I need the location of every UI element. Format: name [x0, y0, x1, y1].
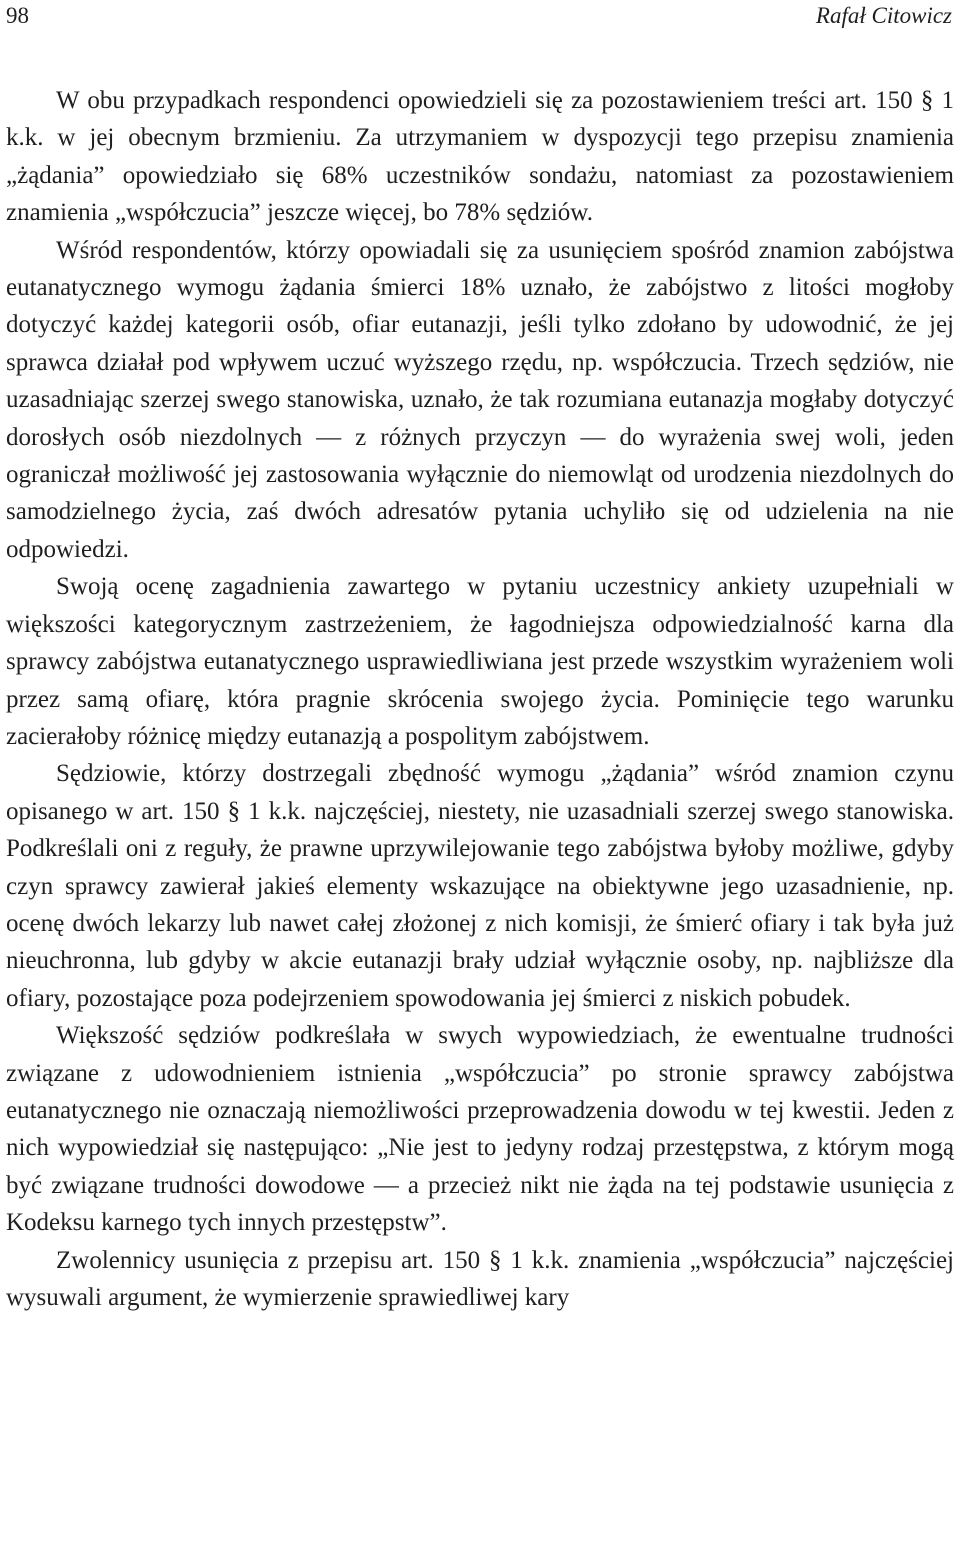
page-number: 98 [6, 3, 29, 28]
running-head-author: Rafał Citowicz [815, 3, 952, 28]
paragraph-6: Zwolennicy usunięcia z przepisu art. 150 § 1 k.k. znamienia „współczucia” najczęściej wysuwali argument, że wymierzenie sprawiedliwej kary [6, 1246, 954, 1311]
paragraph-3: Swoją ocenę zagadnienia zawartego w pytaniu uczestnicy ankiety uzupełniali w większości kategorycznym zastrzeżeniem, że łagodniejsza odpowiedzialność karna dla sprawcy zabójstwa eutanatycznego usprawiedliwiana jest przede wszystkim wyrażeniem woli przez samą ofiarę, która pragnie skrócenia swojego życia. Pominięcie tego warunku zacierałoby różnicę między eutanazją a pospolitym zabójstwem. [6, 573, 954, 750]
page-header [6, 2, 952, 30]
paragraph-1: W obu przypadkach respondenci opowiedzieli się za pozostawieniem treści art. 150 § 1 k.k. w jej obecnym brzmieniu. Za utrzymaniem w dyspozycji tego przepisu znamienia „żądania” opowiedziało się 68% uczestników sondażu, natomiast za pozostawieniem znamienia „współczucia” jeszcze więcej, bo 78% sędziów. [6, 87, 954, 227]
body-text [6, 82, 954, 1316]
paragraph-4: Sędziowie, którzy dostrzegali zbędność wymogu „żądania” wśród znamion czynu opisanego w art. 150 § 1 k.k. najczęściej, niestety, nie uzasadniali szerzej swego stanowiska. Podkreślali oni z reguły, że prawne uprzywilejowanie tego zabójstwa byłoby możliwe, gdyby czyn sprawcy zawierał jakieś elementy wskazujące na obiektywne jego uzasadnienie, np. ocenę dwóch lekarzy lub nawet całej złożonej z nich komisji, że śmierć ofiary i tak była już nieuchronna, lub gdyby w akcie eutanazji brały udział wyłącznie osoby, np. najbliższe dla ofiary, pozostające poza podejrzeniem spowodowania jej śmierci z niskich pobudek. [6, 760, 954, 1012]
paragraph-2: Wśród respondentów, którzy opowiadali się za usunięciem spośród znamion zabójstwa eutanatycznego wymogu żądania śmierci 18% uznało, że zabójstwo z litości mogłoby dotyczyć każdej kategorii osób, ofiar eutanazji, jeśli tylko zdołano by udowodnić, że jej sprawca działał pod wpływem uczuć wyższego rzędu, np. współczucia. Trzech sędziów, nie uzasadniając szerzej swego stanowiska, uznało, że tak rozumiana eutanazja mogłaby dotyczyć dorosłych osób niezdolnych — z różnych przyczyn — do wyrażenia swej woli, jeden ograniczał możliwość jej zastosowania wyłącznie do niemowląt od urodzenia niezdolnych do samodzielnego życia, zaś dwóch adresatów pytania uchyliło się od udzielenia na nie odpowiedzi. [6, 236, 954, 563]
paragraph-5: Większość sędziów podkreślała w swych wypowiedziach, że ewentualne trudności związane z udowodnieniem istnienia „współczucia” po stronie sprawcy zabójstwa eutanatycznego nie oznaczają niemożliwości przeprowadzenia dowodu w tej kwestii. Jeden z nich wypowiedział się następująco: „Nie jest to jedyny rodzaj przestępstwa, z którym mogą być związane trudności dowodowe — a przecież nikt nie żąda na tej podstawie usunięcia z Kodeksu karnego tych innych przestępstw”. [6, 1022, 954, 1237]
